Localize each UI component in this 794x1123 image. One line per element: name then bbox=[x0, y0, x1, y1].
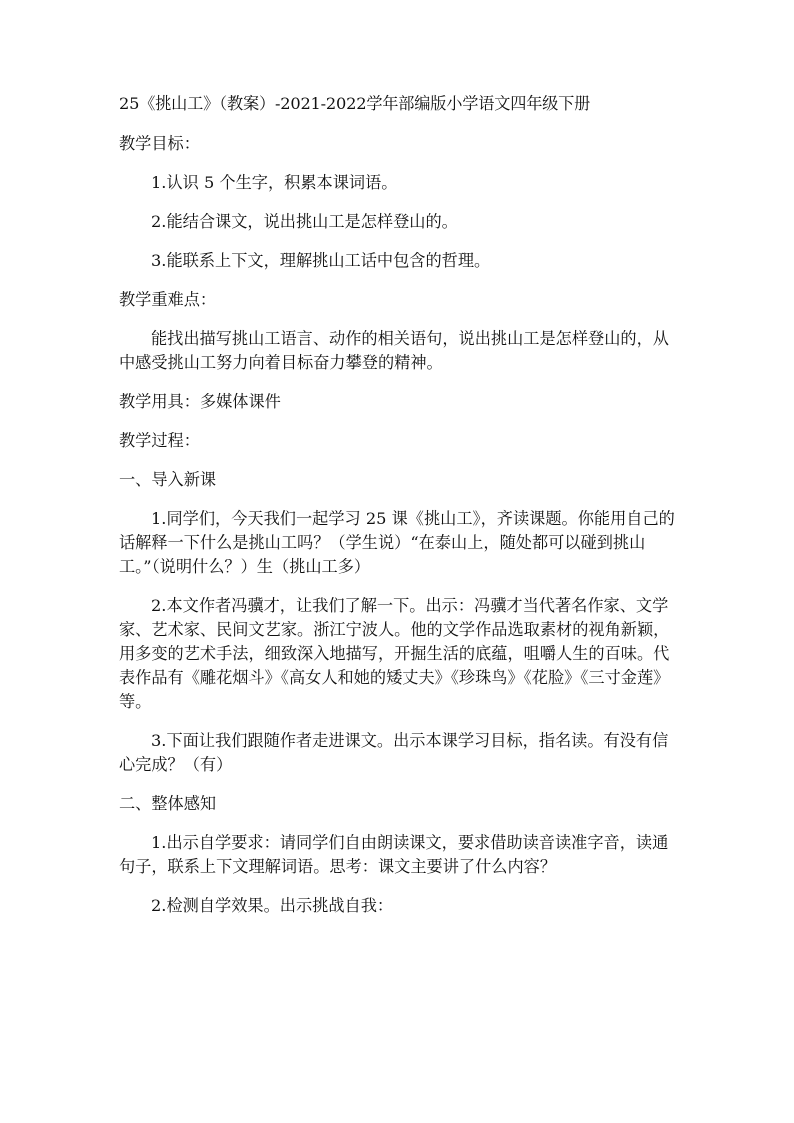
process-heading: 教学过程： bbox=[119, 431, 200, 450]
section-1-heading: 一、导入新课 bbox=[119, 470, 217, 489]
document-content bbox=[119, 92, 679, 933]
document-title: 25《挑山工》（教案）-2021-2022学年部编版小学语文四年级下册 bbox=[119, 94, 591, 113]
objectives-heading: 教学目标： bbox=[119, 134, 200, 153]
section-2-heading: 二、整体感知 bbox=[119, 794, 217, 813]
objective-item-1: 1.认识 5 个生字，积累本课词语。 bbox=[151, 173, 398, 192]
objective-item-3: 3.能联系上下文，理解挑山工话中包含的哲理。 bbox=[151, 251, 491, 270]
section-2-item-2: 2.检测自学效果。出示挑战自我： bbox=[151, 896, 394, 915]
section-1-item-1: 1.同学们，今天我们一起学习 25 课《挑山工》，齐读课题。你能用自己的话解释一下什么是挑山工吗？（学生说）“在泰山上，随处都可以碰到挑山工。”（说明什么？）生（挑山工多） bbox=[119, 509, 675, 576]
teaching-tools: 教学用具：多媒体课件 bbox=[119, 392, 281, 411]
section-1-item-3: 3.下面让我们跟随作者走进课文。出示本课学习目标，指名读。有没有信心完成？（有） bbox=[119, 731, 669, 774]
objective-item-2: 2.能结合课文，说出挑山工是怎样登山的。 bbox=[151, 212, 458, 231]
key-points-heading: 教学重难点： bbox=[119, 290, 217, 309]
section-1-item-2: 2.本文作者冯骥才，让我们了解一下。出示：冯骥才当代著名作家、文学家、艺术家、民间文艺家。浙江宁波人。他的文学作品选取素材的视角新颖，用多变的艺术手法，细致深入地描写，开掘生活的底蕴，咀嚼人生的百味。代表作品有《雕花烟斗》《高女人和她的矮丈夫》《珍珠鸟》《花脸》《三寸金莲》等。 bbox=[119, 596, 670, 711]
section-2-item-1: 1.出示自学要求：请同学们自由朗读课文，要求借助读音读准字音，读通句子，联系上下文理解词语。思考：课文主要讲了什么内容？ bbox=[119, 833, 669, 876]
key-points-text: 能找出描写挑山工语言、动作的相关语句，说出挑山工是怎样登山的，从中感受挑山工努力向着目标奋力攀登的精神。 bbox=[119, 329, 669, 372]
